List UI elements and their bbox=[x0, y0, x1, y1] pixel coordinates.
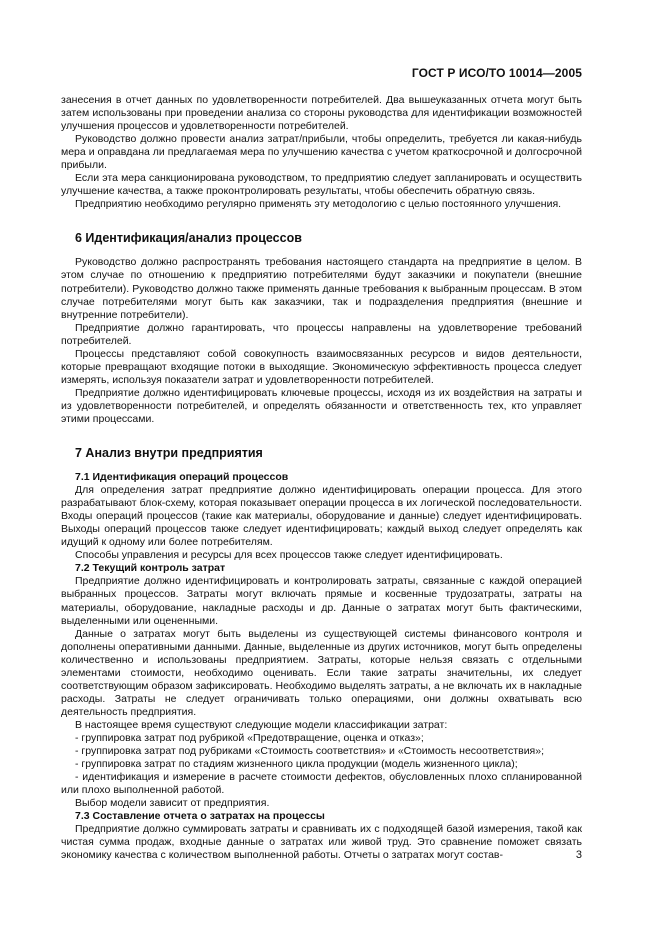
subsection-heading: 7.3 Составление отчета о затратах на процессы bbox=[75, 810, 325, 823]
list-item: - идентификация и измерение в расчете стоимости дефектов, обусловленных плохо спланированной или плохо выполненной работой. bbox=[61, 771, 582, 797]
paragraph: Данные о затратах могут быть выделены из существующей системы финансового контроля и дополнены оперативными данными. Данные, выделенные из других источников, могут быть определены количественно и использованы предприятием. Затраты, которые нельзя связать с отдельными элементами стоимости, необходимо оценивать. Если такие затраты значительны, их следует соответствующим образом зафиксировать. Необходимо выделять затраты, а не включать их в накладные расходы. Затраты не следует ограничивать только операциями, они должны охватывать всю деятельность предприятия. bbox=[61, 627, 582, 718]
paragraph: Предприятие должно идентифицировать и контролировать затраты, связанные с каждой операцией выбранных процессов. Затраты могут включать прямые и косвенные трудозатраты, затраты на материалы, оборудование, накладные расходы и др. Данные о затратах могут быть фактическими, выделенными или оцененными. bbox=[61, 575, 582, 627]
list-item: - группировка затрат под рубриками «Стоимость соответствия» и «Стоимость несоответствия»; bbox=[75, 745, 545, 758]
page-number: 3 bbox=[575, 849, 582, 861]
paragraph: Выбор модели зависит от предприятия. bbox=[75, 797, 270, 810]
document-header: ГОСТ Р ИСО/ТО 10014—2005 bbox=[411, 66, 582, 80]
paragraph: Процессы представляют собой совокупность взаимосвязанных ресурсов и видов деятельности, которые превращают входящие потоки в выходящие. Экономическую эффективность процесса следует измерять, используя показатели затрат и удовлетворенности потребителей. bbox=[61, 347, 582, 386]
paragraph: Предприятие должно гарантировать, что процессы направлены на удовлетворение требований потребителей. bbox=[61, 321, 582, 347]
paragraph: Если эта мера санкционирована руководством, то предприятию следует запланировать и осуществить улучшение качества, а также проконтролировать результаты, чтобы обеспечить обратную связь. bbox=[61, 172, 582, 198]
list-item: - группировка затрат под рубрикой «Предотвращение, оценка и отказ»; bbox=[75, 731, 424, 744]
page-content bbox=[61, 94, 582, 862]
paragraph: Руководство должно провести анализ затрат/прибыли, чтобы определить, требуется ли какая-нибудь мера и оправдана ли предлагаемая мера по улучшению качества с учетом краткосрочной и долгосрочной прибыли. bbox=[61, 133, 582, 172]
paragraph: Предприятие должно суммировать затраты и сравнивать их с подходящей базой измерения, такой как чистая сумма продаж, входные данные о затратах или живой труд. Это сравнение поможет связать экономику качества с количеством выполненной работы. Отчеты о затратах могут состав- bbox=[61, 823, 582, 862]
paragraph: Руководство должно распространять требования настоящего стандарта на предприятие в целом. В этом случае по отношению к предприятию потребителями будут заказчики и покупатели (внешние потребители). Руководство должно также применять данные требования к выбранным процессам. В этом случае потребителями могут быть как заказчики, так и подразделения предприятия (внешние и внутренние потребители). bbox=[61, 256, 582, 321]
paragraph: Предприятию необходимо регулярно применять эту методологию с целью постоянного улучшения. bbox=[75, 198, 562, 211]
subsection-heading: 7.2 Текущий контроль затрат bbox=[75, 562, 226, 575]
paragraph: занесения в отчет данных по удовлетворенности потребителей. Два вышеуказанных отчета могут быть затем использованы при проведении анализа со стороны руководства для идентификации возможностей улучшения процессов и удовлетворенности потребителей. bbox=[61, 94, 582, 133]
paragraph: В настоящее время существуют следующие модели классификации затрат: bbox=[75, 718, 448, 731]
section-heading: 6 Идентификация/анализ процессов bbox=[75, 231, 302, 246]
paragraph: Для определения затрат предприятие должно идентифицировать операции процесса. Для этого разрабатывают блок-схему, которая показывает операции процесса в их логической последовательности. Входы операций процессов (такие как материалы, оборудование и данные) следует идентифицировать. Выходы операций процессов также следует идентифицировать; каждый выход следует определять как идущий к одному или более потребителям. bbox=[61, 484, 582, 549]
paragraph: Предприятие должно идентифицировать ключевые процессы, исходя из их воздействия на затраты и из удовлетворенности потребителей, и определять обязанности и ответственность тех, кто управляет этими процессами. bbox=[61, 386, 582, 425]
paragraph: Способы управления и ресурсы для всех процессов также следует идентифицировать. bbox=[75, 549, 503, 562]
subsection-heading: 7.1 Идентификация операций процессов bbox=[75, 471, 289, 484]
list-item: - группировка затрат по стадиям жизненного цикла продукции (модель жизненного цикла); bbox=[75, 758, 518, 771]
section-heading: 7 Анализ внутри предприятия bbox=[75, 446, 263, 461]
